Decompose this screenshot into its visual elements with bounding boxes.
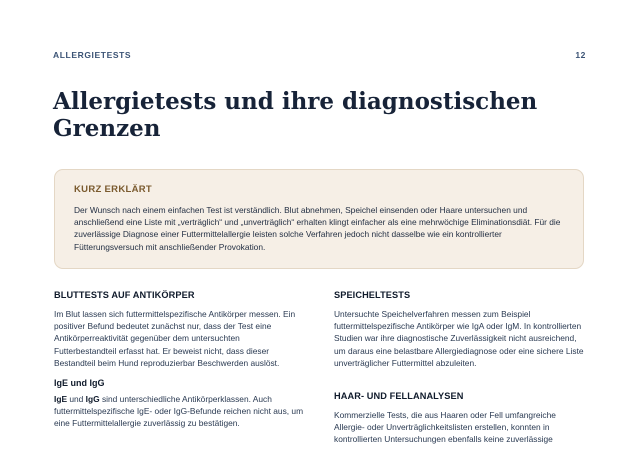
- hair-analysis-paragraph: Kommerzielle Tests, die aus Haaren oder Fell umfangreiche Allergie- oder Unverträglichkeitslisten erstellen, konnten in kontrollierten Untersuchungen ebenfalls keine zuverlässige: [334, 410, 556, 445]
- left-column: [54, 290, 304, 430]
- saliva-tests-paragraph: Untersuchte Speichelverfahren messen zum Beispiel futtermittelspezifische Antikörper wie IgA oder IgM. In kontrollierten Studien war ihre diagnostische Zuverlässigkeit nicht ausreichend, um daraus eine belastbare Allergiediagnose oder eine sichere Liste unverträglicher Futtermittel abzuleiten.: [334, 309, 584, 368]
- page-number: 12: [575, 50, 586, 60]
- ige-term: IgE: [54, 394, 68, 405]
- running-header: [53, 50, 586, 60]
- hair-analysis-heading: HAAR- UND FELLANALYSEN: [334, 391, 464, 402]
- right-column: [334, 290, 584, 446]
- igg-term: IgG: [85, 394, 100, 405]
- saliva-tests-heading: SPEICHELTESTS: [334, 290, 411, 300]
- page-title: Allergietests und ihre diagnostischen Grenzen: [53, 88, 538, 142]
- ige-igg-paragraph: [54, 393, 304, 430]
- ige-igg-text: sind unterschiedliche Antikörperklassen. Auch futtermittelspezifische IgE- oder IgG-Befunde reichen nicht aus, um eine Futtermittelallergie zuverlässig zu bestätigen.: [54, 394, 304, 429]
- section-label: ALLERGIETESTS: [53, 50, 132, 60]
- blood-tests-paragraph: Im Blut lassen sich futtermittelspezifische Antikörper messen. Ein positiver Befund bedeutet zunächst nur, dass der Test eine Antikörperreaktivität gegenüber dem untersuchten Futterbestandteil erfasst hat. Er beweist nicht, dass dieser Bestandteil beim Hund reproduzierbar Beschwerden auslöst.: [54, 309, 296, 368]
- connector-text: und: [67, 394, 86, 405]
- callout-body: Der Wunsch nach einem einfachen Test ist verständlich. Blut abnehmen, Speichel einsenden oder Haare untersuchen und anschließend eine Liste mit „verträglich“ und „unverträglich“ erhalten klingt einfacher als eine mehrwöchige Eliminationsdiät. Für die zuverlässige Diagnose einer Futtermittelallergie leisten solche Verfahren jedoch nicht dasselbe wie ein kontrollierter Fütterungsversuch mit anschließender Provokation.: [74, 205, 561, 252]
- callout-heading: KURZ ERKLÄRT: [74, 184, 153, 195]
- summary-callout: [54, 169, 584, 269]
- ige-igg-subheading: IgE und IgG: [54, 378, 105, 389]
- blood-tests-heading: BLUTTESTS AUF ANTIKÖRPER: [54, 290, 195, 300]
